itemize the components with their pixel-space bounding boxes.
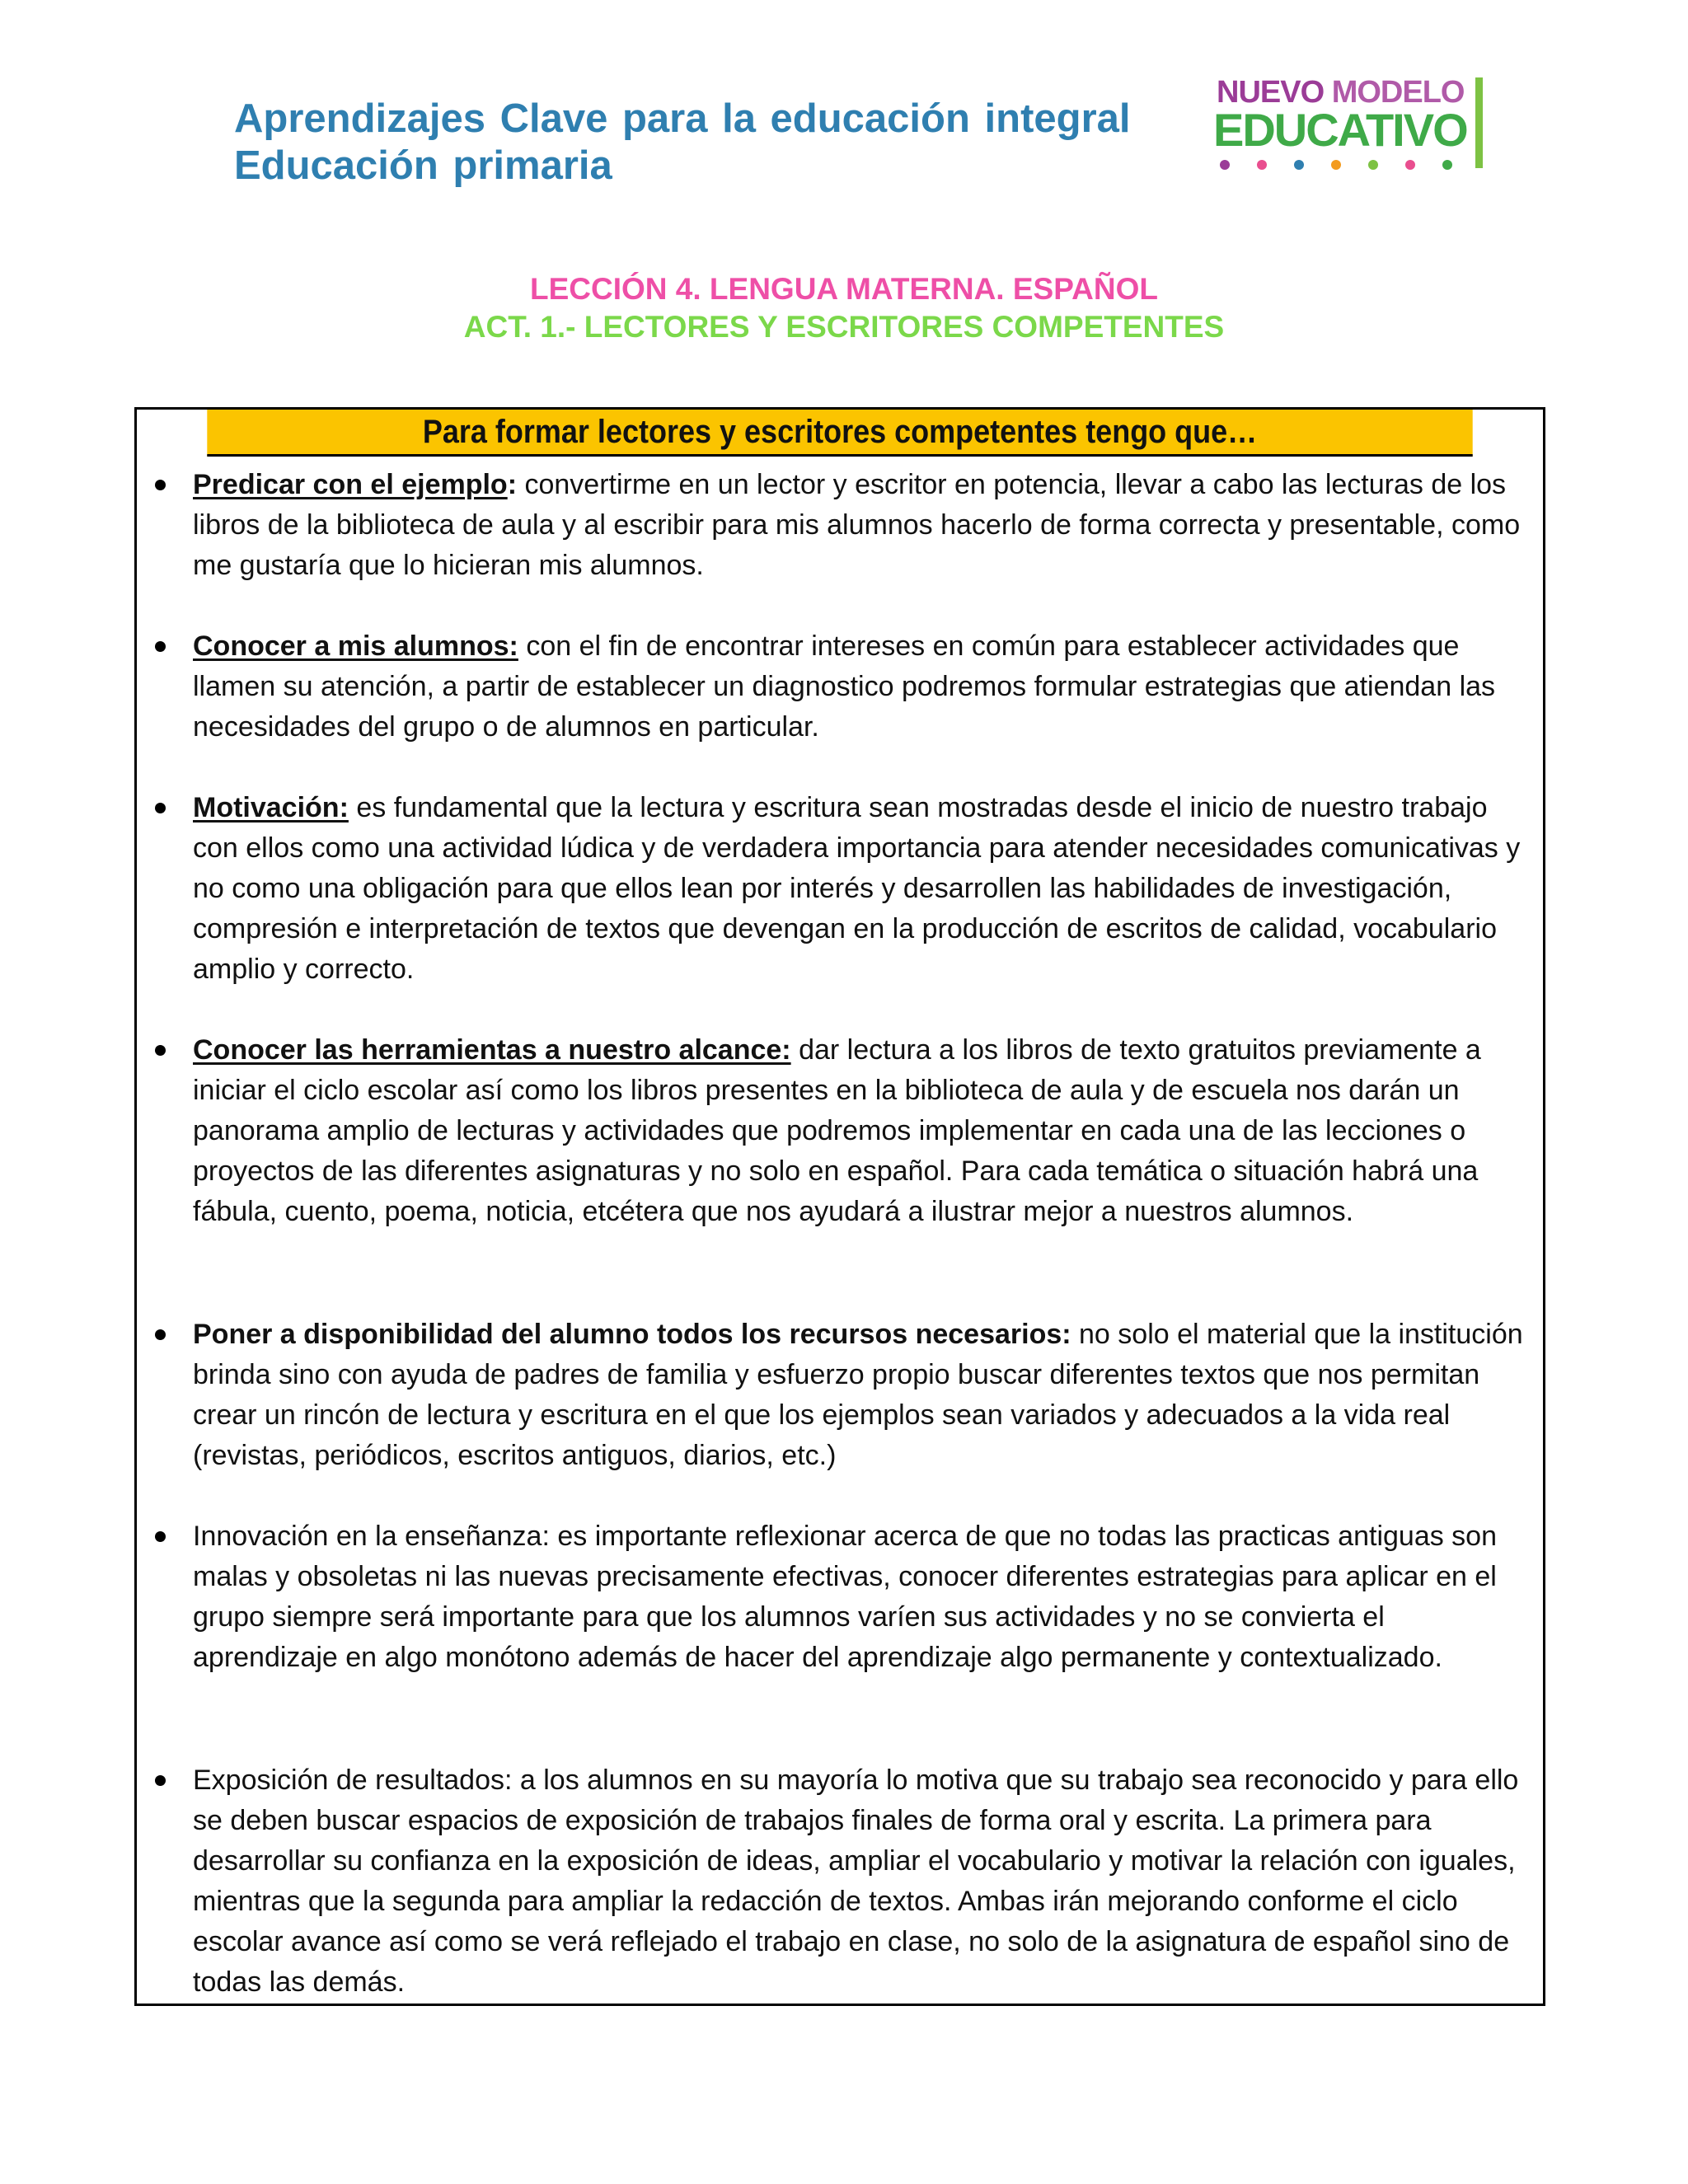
document-header [234,96,1182,190]
logo-dot [1442,160,1452,170]
item-term: Predicar con el ejemplo [193,469,508,500]
item-term: Conocer las herramientas a nuestro alcance: [193,1034,791,1066]
header-line-1: Aprendizajes Clave para la educación integral [234,96,1131,141]
logo-bar [1475,77,1483,168]
list-item-text: Exposición de resultados: a los alumnos en su mayoría lo motiva que su trabajo sea reconocido y para ello se deben buscar espacios de exposición de trabajos finales de forma oral y escrita. La primera para desarrollar su confianza en la exposición de ideas, ampliar el vocabulario y motivar la relación con iguales, mientras que la segunda para ampliar la redacción de textos. Ambas irán mejorando conforme el ciclo escolar avance así como se verá reflejado el trabajo en clase, no solo de la asignatura de español sino de todas las demás. [193,1765,1519,1998]
bullet-icon [155,641,166,652]
logo-dot [1331,160,1341,170]
header-line-2: Educación primaria [234,143,612,188]
nuevo-modelo-educativo-logo [1210,74,1490,181]
item-body: dar lectura a los libros de texto gratuitos previamente a iniciar el ciclo escolar así como los libros presentes en la biblioteca de aula y de escuela nos darán un panorama amplio de lecturas y actividades que podremos implementar en cada una de las lecciones o proyectos de las diferentes asignaturas y no solo en español. Para cada temática o situación habrá una fábula, cuento, poema, noticia, etcétera que nos ayudará a ilustrar mejor a nuestros alumnos. [193,1034,1481,1227]
logo-word-modelo: MODELO [1331,75,1465,110]
item-body: con el fin de encontrar intereses en común para establecer actividades que llamen su atención, a partir de establecer un diagnostico podremos formular estrategias que atiendan las necesidades del grupo o de alumnos en particular. [193,630,1496,743]
bullet-icon [155,1775,166,1786]
list-item-text [193,626,1532,748]
list-item-text: Innovación en la enseñanza: es importante reflexionar acerca de que no todas las practicas antiguas son malas y obsoletas ni las nuevas precisamente efectivas, conocer diferentes estrategias para aplicar en el grupo siempre será importante para que los alumnos varíen sus actividades y no se convierta el aprendizaje en algo monótono además de hacer del aprendizaje algo permanente y contextualizado. [193,1521,1497,1673]
box-header: Para formar lectores y escritores competentes tengo que… [207,410,1472,457]
lesson-heading [0,270,1688,346]
bullet-icon [155,1329,166,1340]
item-body: convertirme en un lector y escritor en potencia, llevar a cabo las lecturas de los libros de la biblioteca de aula y al escribir para mis alumnos hacerlo de forma correcta y presentable, como me gustaría que lo hicieran mis alumnos. [193,469,1521,581]
list-item-text [193,465,1532,586]
logo-dot [1405,160,1415,170]
lesson-subtitle: ACT. 1.- LECTORES Y ESCRITORES COMPETENTES [463,310,1225,344]
logo-word-educativo: EDUCATIVO [1213,104,1467,156]
list-item-text [193,1315,1532,1476]
logo-dot [1257,160,1267,170]
bullet-icon [155,480,166,490]
logo-dot [1294,160,1304,170]
lesson-title: LECCIÓN 4. LENGUA MATERNA. ESPAÑOL [530,272,1158,306]
item-term: Poner a disponibilidad del alumno todos los recursos necesarios: [193,1319,1071,1350]
logo-dot [1220,160,1230,170]
list-item-text [193,788,1532,990]
item-term: Conocer a mis alumnos: [193,630,518,662]
item-body: no solo el material que la institución brinda sino con ayuda de padres de familia y esfuerzo propio buscar diferentes textos que nos permitan crear un rincón de lectura y escritura en el que los ejemplos sean variados y adecuados a la vida real (revistas, periódicos, escritos antiguos, diarios, etc.) [193,1319,1523,1471]
bullet-icon [155,1045,166,1056]
item-term: Motivación: [193,792,349,823]
item-body: es fundamental que la lectura y escritura sean mostradas desde el inicio de nuestro trabajo con ellos como una actividad lúdica y de verdadera importancia para atender necesidades comunicativas y no como una obligación para que ellos lean por interés y desarrollen las habilidades de investigación, compresión e interpretación de textos que devengan en la producción de escritos de calidad, vocabulario amplio y correcto. [193,792,1521,985]
logo-dots [1220,160,1452,170]
list-item-text [193,1030,1532,1232]
bullet-icon [155,1531,166,1542]
item-term-separator: : [507,469,518,500]
logo-word-nuevo: NUEVO [1217,75,1325,110]
content-box [134,407,1545,2006]
logo-dot [1368,160,1378,170]
bullet-icon [155,803,166,813]
